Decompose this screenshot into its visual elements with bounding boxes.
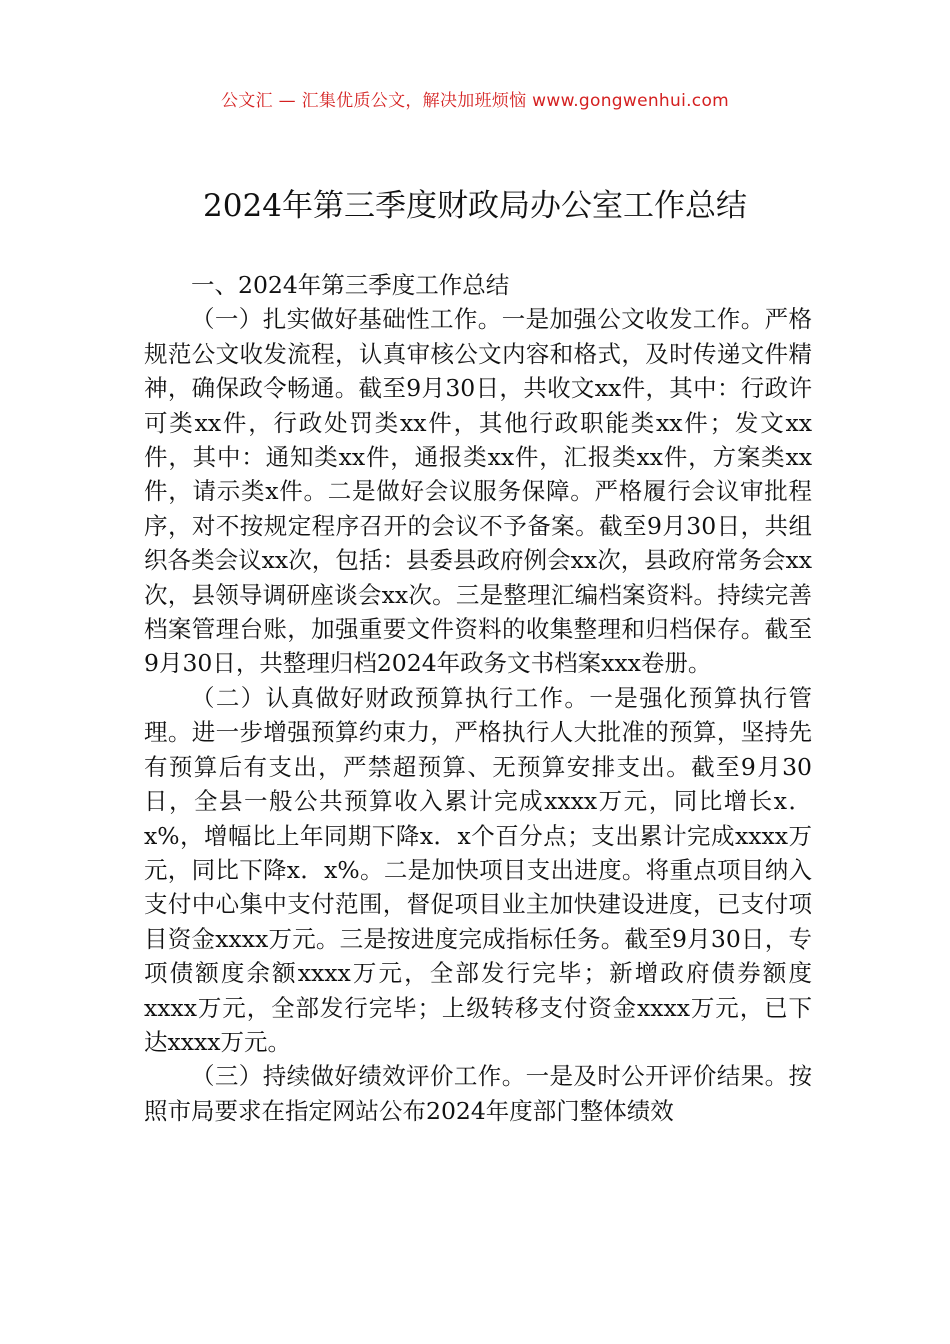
- header-banner: 公文汇 — 汇集优质公文，解决加班烦恼 www.gongwenhui.com: [220, 91, 730, 111]
- paragraph: （一）扎实做好基础性工作。一是加强公文收发工作。严格规范公文收发流程，认真审核公文内容和格式，及时传递文件精神，确保政令畅通。截至9月30日，共收文xx件，其中：行政许可类xx件，行政处罚类xx件，其他行政职能类xx件；发文xx件，其中：通知类xx件，通报类xx件，汇报类xx件，方案类xx件，请示类x件。二是做好会议服务保障。严格履行会议审批程序，对不按规定程序召开的会议不予备案。截至9月30日，共组织各类会议xx次，包括：县委县政府例会xx次，县政府常务会xx次，县领导调研座谈会xx次。三是整理汇编档案资料。持续完善档案管理台账，加强重要文件资料的收集整理和归档保存。截至9月30日，共整理归档2024年政务文书档案xxx卷册。: [144, 305, 812, 678]
- section-heading: 一、2024年第三季度工作总结: [191, 271, 510, 299]
- document-title: 2024年第三季度财政局办公室工作总结: [203, 188, 747, 224]
- paragraph: （三）持续做好绩效评价工作。一是及时公开评价结果。按照市局要求在指定网站公布2024年度部门整体绩效: [144, 1062, 812, 1125]
- document-body: [144, 268, 812, 1128]
- paragraph: （二）认真做好财政预算执行工作。一是强化预算执行管理。进一步增强预算约束力，严格执行人大批准的预算，坚持先有预算后有支出，严禁超预算、无预算安排支出。截至9月30日，全县一般公共预算收入累计完成xxxx万元，同比增长x．x%，增幅比上年同期下降x．x个百分点；支出累计完成xxxx万元，同比下降x．x%。二是加快项目支出进度。将重点项目纳入支付中心集中支付范围，督促项目业主加快建设进度，已支付项目资金xxxx万元。三是按进度完成指标任务。截至9月30日，专项债额度余额xxxx万元，全部发行完毕；新增政府债券额度xxxx万元，全部发行完毕；上级转移支付资金xxxx万元，已下达xxxx万元。: [144, 683, 812, 1056]
